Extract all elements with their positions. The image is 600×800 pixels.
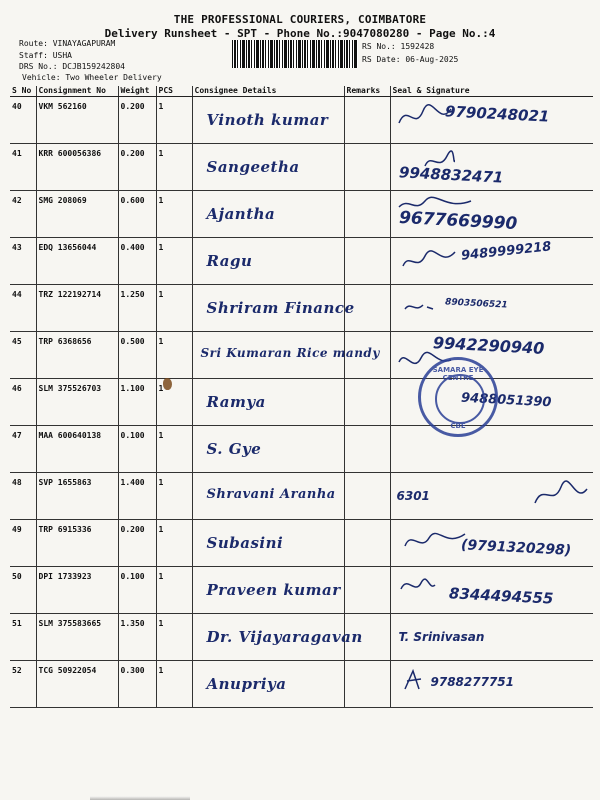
phone-handwriting: 9788277751 — [430, 675, 514, 689]
row-consignment: KRR 600056386 — [36, 144, 118, 191]
row-sno: 42 — [10, 191, 36, 238]
ink-stain — [163, 378, 172, 390]
row-weight: 0.200 — [118, 97, 156, 144]
eye-centre-stamp — [418, 357, 498, 437]
col-pcs: PCS — [156, 86, 192, 97]
row-consignment: SLM 375583665 — [36, 614, 118, 661]
row-pcs: 1 — [156, 473, 192, 520]
route-label: Route: VINAYAGAPURAM — [19, 39, 116, 48]
signature-cell — [390, 191, 593, 238]
phone-handwriting: 8344494555 — [448, 584, 554, 608]
row-pcs: 1 — [156, 332, 192, 379]
phone-handwriting: 9948832471 — [398, 163, 504, 187]
consignee-handwriting: S. Gye — [206, 440, 262, 458]
consignee-handwriting: Shriram Finance — [206, 299, 355, 317]
consignee-cell — [192, 379, 344, 426]
row-weight: 0.100 — [118, 567, 156, 614]
barcode — [232, 40, 358, 68]
row-pcs: 1 — [156, 238, 192, 285]
row-sno: 44 — [10, 285, 36, 332]
remarks-cell — [344, 661, 390, 708]
consignee-cell — [192, 426, 344, 473]
row-consignment: DPI 1733923 — [36, 567, 118, 614]
row-consignment: TRP 6915336 — [36, 520, 118, 567]
row-pcs: 1 — [156, 285, 192, 332]
signature-scribble — [395, 242, 465, 276]
table-row — [10, 567, 593, 614]
row-sno: 45 — [10, 332, 36, 379]
col-consignment: Consignment No — [36, 86, 118, 97]
table-row — [10, 426, 593, 473]
row-weight: 0.500 — [118, 332, 156, 379]
row-sno: 40 — [10, 97, 36, 144]
row-consignment: TRZ 122192714 — [36, 285, 118, 332]
consignee-handwriting: Vinoth kumar — [206, 111, 329, 129]
row-sno: 46 — [10, 379, 36, 426]
row-pcs: 1 — [156, 379, 192, 426]
consignee-cell — [192, 614, 363, 661]
consignee-cell — [192, 520, 344, 567]
phone-handwriting: 9489999218 — [459, 239, 552, 264]
rs-date: RS Date: 06-Aug-2025 — [362, 55, 459, 64]
table-row — [10, 332, 593, 379]
table-row — [10, 661, 593, 708]
consignee-handwriting: Anupriya — [206, 675, 287, 693]
row-sno: 43 — [10, 238, 36, 285]
row-pcs: 1 — [156, 191, 192, 238]
row-weight: 0.400 — [118, 238, 156, 285]
row-pcs: 1 — [156, 614, 192, 661]
phone-handwriting: 6301 — [396, 489, 430, 503]
remarks-cell — [344, 473, 390, 520]
consignee-cell — [192, 285, 355, 332]
row-sno: 47 — [10, 426, 36, 473]
table-row — [10, 520, 593, 567]
consignee-cell — [192, 661, 344, 708]
phone-handwriting: (9791320298) — [460, 537, 572, 559]
signature-cell — [390, 285, 593, 332]
consignee-handwriting: Sri Kumaran Rice mandy — [200, 346, 380, 360]
row-consignment: EDQ 13656044 — [36, 238, 118, 285]
row-pcs: 1 — [156, 144, 192, 191]
table-row — [10, 238, 593, 285]
row-weight: 0.600 — [118, 191, 156, 238]
consignee-handwriting: Praveen kumar — [206, 581, 341, 599]
table-header — [10, 86, 593, 97]
row-sno: 41 — [10, 144, 36, 191]
remarks-cell — [344, 97, 390, 144]
phone-handwriting: 9942290940 — [432, 333, 545, 358]
row-weight: 1.400 — [118, 473, 156, 520]
row-sno: 51 — [10, 614, 36, 661]
signature-scribble — [397, 573, 437, 599]
remarks-cell — [344, 520, 390, 567]
phone-handwriting: 9677669990 — [398, 207, 518, 235]
phone-handwriting: 9488051390 — [460, 390, 552, 411]
vehicle-label: Vehicle: Two Wheeler Delivery — [22, 73, 162, 82]
consignee-cell — [192, 238, 344, 285]
page-edge-shadow — [90, 796, 190, 800]
col-weight: Weight — [118, 86, 156, 97]
consignee-cell — [192, 97, 344, 144]
row-weight: 1.250 — [118, 285, 156, 332]
row-pcs: 1 — [156, 520, 192, 567]
row-weight: 1.350 — [118, 614, 156, 661]
table-row — [10, 285, 593, 332]
signature-cell — [390, 661, 593, 708]
consignee-cell — [192, 191, 344, 238]
row-sno: 48 — [10, 473, 36, 520]
signature-cell — [390, 520, 593, 567]
consignee-cell — [192, 567, 344, 614]
drs-label: DRS No.: DCJB159242804 — [19, 62, 125, 71]
row-consignment: MAA 600640138 — [36, 426, 118, 473]
row-consignment: TCG 50922054 — [36, 661, 118, 708]
consignee-handwriting: Ajantha — [206, 205, 276, 223]
signature-cell — [390, 144, 593, 191]
signature-cell — [390, 426, 593, 473]
remarks-cell — [344, 144, 390, 191]
signature-scribble — [399, 526, 469, 556]
consignee-cell — [192, 144, 344, 191]
signature-cell — [390, 567, 593, 614]
consignee-handwriting: Dr. Vijayaragavan — [206, 628, 363, 646]
table-row — [10, 191, 593, 238]
consignee-handwriting: Ragu — [206, 252, 253, 270]
signature-scribble — [395, 289, 445, 323]
row-pcs: 1 — [156, 661, 192, 708]
row-pcs: 1 — [156, 426, 192, 473]
col-consignee: Consignee Details — [192, 86, 344, 97]
row-consignment: SLM 375526703 — [36, 379, 118, 426]
runsheet-subtitle: Delivery Runsheet - SPT - Phone No.:9047080280 - Page No.:4 — [104, 27, 496, 40]
rs-number: RS No.: 1592428 — [362, 42, 435, 51]
phone-handwriting: 8903506521 — [444, 297, 508, 311]
runsheet-table — [10, 86, 593, 708]
consignee-cell — [192, 473, 344, 520]
signature-cell — [390, 238, 593, 285]
remarks-cell — [344, 426, 390, 473]
row-weight: 0.300 — [118, 661, 156, 708]
table-row — [10, 144, 593, 191]
signature-cell — [390, 473, 593, 520]
remarks-cell — [344, 379, 390, 426]
phone-handwriting: T. Srinivasan — [398, 630, 485, 644]
consignee-handwriting: Sangeetha — [206, 158, 300, 176]
signature-cell — [390, 614, 593, 661]
consignee-handwriting: Subasini — [206, 534, 284, 552]
row-sno: 50 — [10, 567, 36, 614]
remarks-cell — [344, 191, 390, 238]
signature-scribble — [531, 477, 591, 513]
table-row — [10, 473, 593, 520]
row-consignment: TRP 6368656 — [36, 332, 118, 379]
row-pcs: 1 — [156, 567, 192, 614]
consignee-handwriting: Shravani Aranha — [206, 487, 336, 502]
consignee-cell — [192, 332, 380, 379]
stamp-top-text: SAMARA EYE CENTRE — [432, 366, 484, 382]
staff-label: Staff: USHA — [19, 51, 72, 60]
row-consignment: SVP 1655863 — [36, 473, 118, 520]
signature-scribble — [401, 667, 431, 697]
table-row — [10, 614, 593, 661]
row-sno: 49 — [10, 520, 36, 567]
remarks-cell — [344, 567, 390, 614]
row-consignment: SMG 208069 — [36, 191, 118, 238]
table-row — [10, 97, 593, 144]
stamp-inner-ring — [435, 374, 485, 424]
remarks-cell — [344, 238, 390, 285]
col-seal: Seal & Signature — [390, 86, 593, 97]
signature-cell — [390, 97, 593, 144]
consignee-handwriting: Ramya — [206, 393, 266, 411]
table-row — [10, 379, 593, 426]
row-weight: 0.200 — [118, 520, 156, 567]
row-sno: 52 — [10, 661, 36, 708]
company-title: THE PROFESSIONAL COURIERS, COIMBATORE — [173, 13, 427, 26]
row-weight: 0.200 — [118, 144, 156, 191]
row-pcs: 1 — [156, 97, 192, 144]
stamp-bottom-text: CBE — [450, 422, 466, 430]
row-weight: 0.100 — [118, 426, 156, 473]
col-sno: S No — [10, 86, 36, 97]
row-weight: 1.100 — [118, 379, 156, 426]
col-remarks: Remarks — [344, 86, 390, 97]
row-consignment: VKM 562160 — [36, 97, 118, 144]
phone-handwriting: 9790248021 — [444, 102, 550, 126]
